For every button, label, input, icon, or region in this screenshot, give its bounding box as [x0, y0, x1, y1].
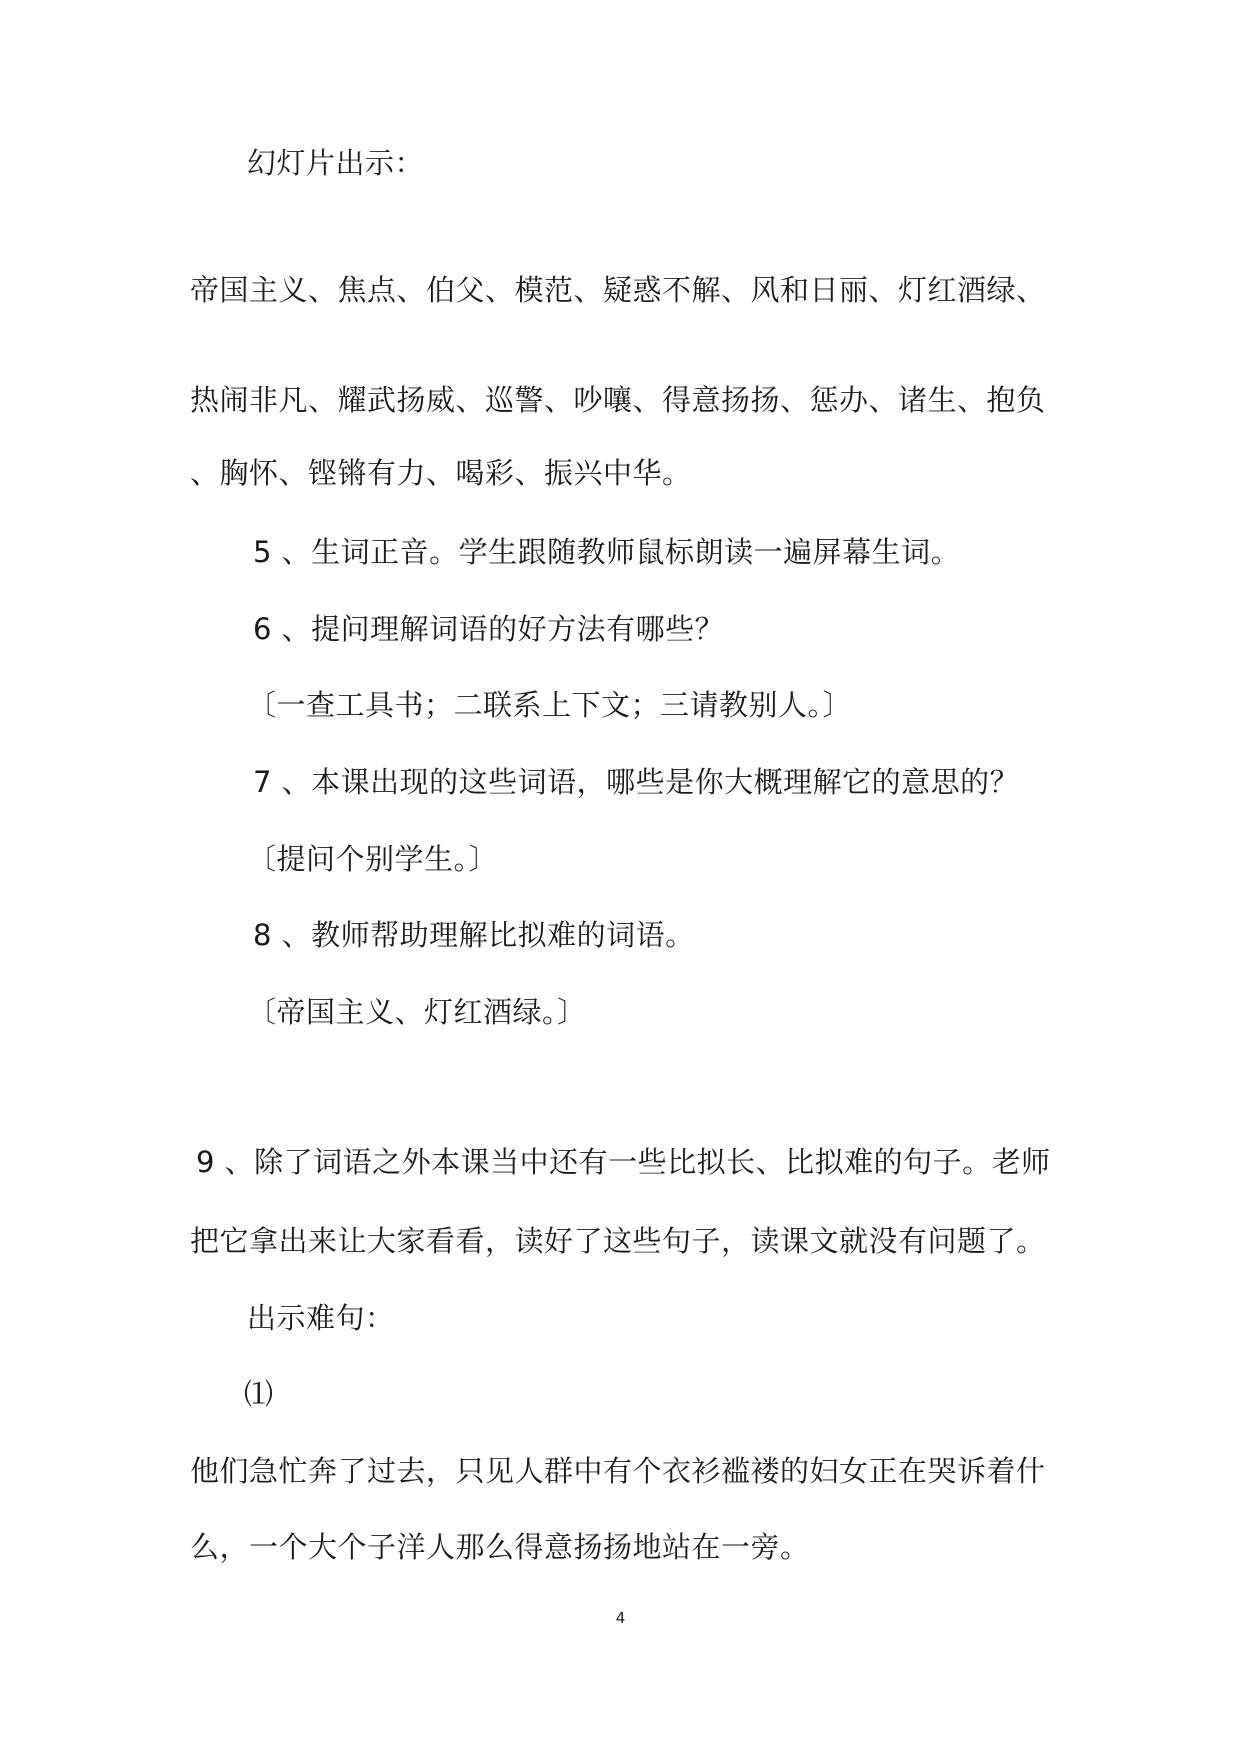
- step-5-line: 5 、生词正音。学生跟随教师鼠标朗读一遍屏幕生词。: [253, 535, 961, 569]
- vocab-line-3: 、胸怀、铿锵有力、喝彩、振兴中华。: [190, 456, 692, 490]
- step-7-line: 7 、本课出现的这些词语，哪些是你大概理解它的意思的？: [253, 765, 1020, 799]
- page-number: 4: [615, 1609, 626, 1627]
- step-6-answer-line: 〔一查工具书；二联系上下文；三请教别人。〕: [247, 688, 853, 722]
- step-9-line-2: 把它拿出来让大家看看，读好了这些句子，读课文就没有问题了。: [190, 1224, 1046, 1258]
- step-9-line-1: 9 、除了词语之外本课当中还有一些比拟长、比拟难的句子。老师: [196, 1145, 1051, 1179]
- difficult-sentences-heading: 出示难句：: [247, 1301, 395, 1335]
- step-7-answer-line: 〔提问个别学生。〕: [247, 842, 499, 876]
- sentence-1-line-1: 他们急忙奔了过去，只见人群中有个衣衫褴褛的妇女正在哭诉着什: [190, 1454, 1046, 1488]
- sentence-number-1: ⑴: [244, 1377, 274, 1411]
- step-8-answer-line: 〔帝国主义、灯红酒绿。〕: [247, 995, 587, 1029]
- step-8-line: 8 、教师帮助理解比拟难的词语。: [253, 918, 695, 952]
- vocab-line-1: 帝国主义、焦点、伯父、模范、疑惑不解、风和日丽、灯红酒绿、: [190, 273, 1046, 307]
- slide-intro-line: 幻灯片出示：: [247, 146, 425, 180]
- sentence-1-line-2: 么，一个大个子洋人那么得意扬扬地站在一旁。: [190, 1530, 810, 1564]
- step-6-line: 6 、提问理解词语的好方法有哪些？: [253, 612, 725, 646]
- vocab-line-2: 热闹非凡、耀武扬威、巡警、吵嚷、得意扬扬、惩办、诸生、抱负: [190, 383, 1046, 417]
